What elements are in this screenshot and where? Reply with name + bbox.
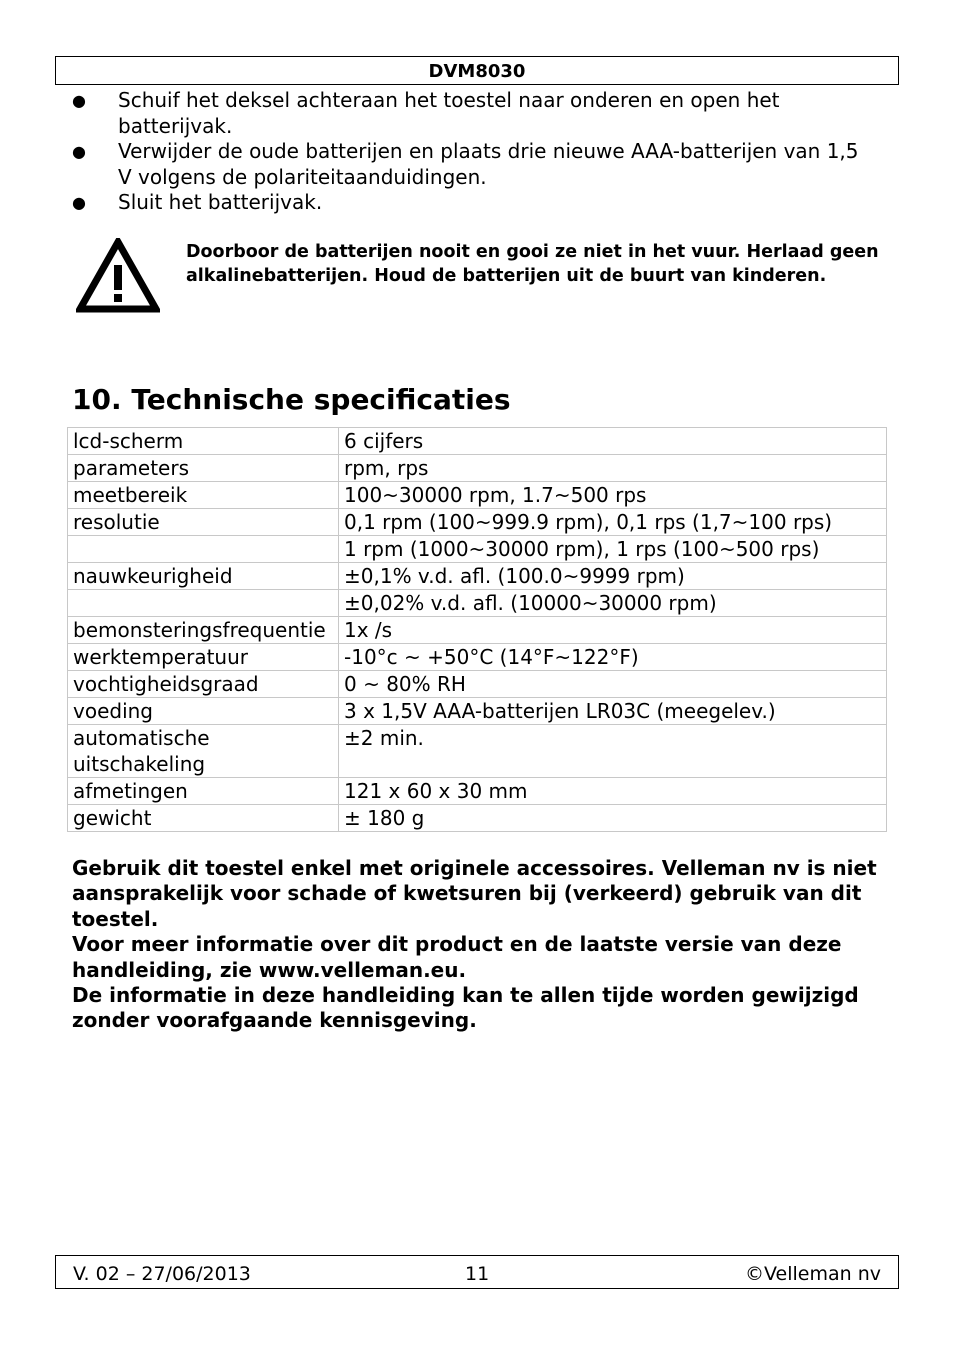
spec-value: ±2 min. [339, 725, 887, 778]
list-item: ● Verwijder de oude batterijen en plaats drie nieuwe AAA-batterijen van 1,5 V volgens de polariteitaanduidingen. [72, 139, 859, 189]
spec-table [67, 427, 887, 832]
bullet-icon: ● [72, 193, 86, 212]
page-footer [55, 1255, 899, 1289]
spec-key: vochtigheidsgraad [68, 671, 339, 698]
note-paragraph: Voor meer informatie over dit product en de laatste versie van deze handleiding, zie www.velleman.eu. [72, 932, 842, 982]
spec-key: gewicht [68, 805, 339, 832]
section-title [72, 380, 511, 420]
spec-value: 1x /s [339, 617, 887, 644]
table-row [68, 644, 887, 671]
table-row [68, 698, 887, 725]
spec-value: 100~30000 rpm, 1.7~500 rps [339, 482, 887, 509]
spec-key: lcd-scherm [68, 428, 339, 455]
table-row [68, 563, 887, 590]
spec-key: afmetingen [68, 778, 339, 805]
spec-key: parameters [68, 455, 339, 482]
note-paragraph: Gebruik dit toestel enkel met originele accessoires. Velleman nv is niet aansprakelijk voor schade of kwetsuren bij (verkeerd) gebruik van dit toestel. [72, 856, 877, 931]
spec-key: automatische uitschakeling [68, 725, 339, 778]
spec-value: 0,1 rpm (100~999.9 rpm), 0,1 rps (1,7~100 rps) [339, 509, 887, 536]
table-row [68, 509, 887, 536]
spec-key: bemonsteringsfrequentie [68, 617, 339, 644]
table-row [68, 590, 887, 617]
section-title-text: Technische specificaties [131, 383, 511, 416]
spec-value: ±0,02% v.d. afl. (10000~30000 rpm) [339, 590, 887, 617]
table-row [68, 482, 887, 509]
bullet-icon: ● [72, 142, 86, 161]
table-row [68, 536, 887, 563]
page-header [55, 56, 899, 85]
spec-value: 0 ~ 80% RH [339, 671, 887, 698]
note-paragraph: De informatie in deze handleiding kan te allen tijde worden gewijzigd zonder voorafgaande kennisgeving. [72, 983, 859, 1033]
warning-block [76, 238, 896, 318]
footer-copyright: ©Velleman nv [745, 1263, 881, 1285]
model-name: DVM8030 [428, 61, 526, 82]
bullet-icon: ● [72, 91, 86, 110]
spec-key: meetbereik [68, 482, 339, 509]
spec-key [68, 590, 339, 617]
spec-key: nauwkeurigheid [68, 563, 339, 590]
list-item: ● Schuif het deksel achteraan het toestel naar onderen en open het batterijvak. [72, 88, 780, 138]
spec-value: rpm, rps [339, 455, 887, 482]
table-row [68, 778, 887, 805]
spec-key: resolutie [68, 509, 339, 536]
list-item: ● Sluit het batterijvak. [72, 190, 323, 214]
warning-text: Doorboor de batterijen nooit en gooi ze niet in het vuur. Herlaad geen alkalinebatterijen. Houd de batterijen uit de buurt van kinderen. [186, 242, 879, 286]
table-row [68, 805, 887, 832]
spec-value: -10°c ~ +50°C (14°F~122°F) [339, 644, 887, 671]
table-row [68, 671, 887, 698]
spec-key [68, 536, 339, 563]
battery-steps-list [72, 88, 872, 216]
spec-value: 121 x 60 x 30 mm [339, 778, 887, 805]
footer-page-number: 11 [465, 1263, 490, 1285]
footer-version: V. 02 – 27/06/2013 [73, 1263, 251, 1285]
table-row [68, 455, 887, 482]
spec-key: werktemperatuur [68, 644, 339, 671]
spec-value: 3 x 1,5V AAA-batterijen LR03C (meegelev.) [339, 698, 887, 725]
notes-block [72, 856, 892, 1034]
table-row [68, 428, 887, 455]
spec-value: ± 180 g [339, 805, 887, 832]
spec-value: 6 cijfers [339, 428, 887, 455]
section-number: 10. [72, 383, 122, 416]
table-row [68, 617, 887, 644]
spec-value: 1 rpm (1000~30000 rpm), 1 rps (100~500 rps) [339, 536, 887, 563]
warning-triangle-icon [76, 238, 160, 314]
table-row [68, 725, 887, 778]
spec-key: voeding [68, 698, 339, 725]
spec-value: ±0,1% v.d. afl. (100.0~9999 rpm) [339, 563, 887, 590]
